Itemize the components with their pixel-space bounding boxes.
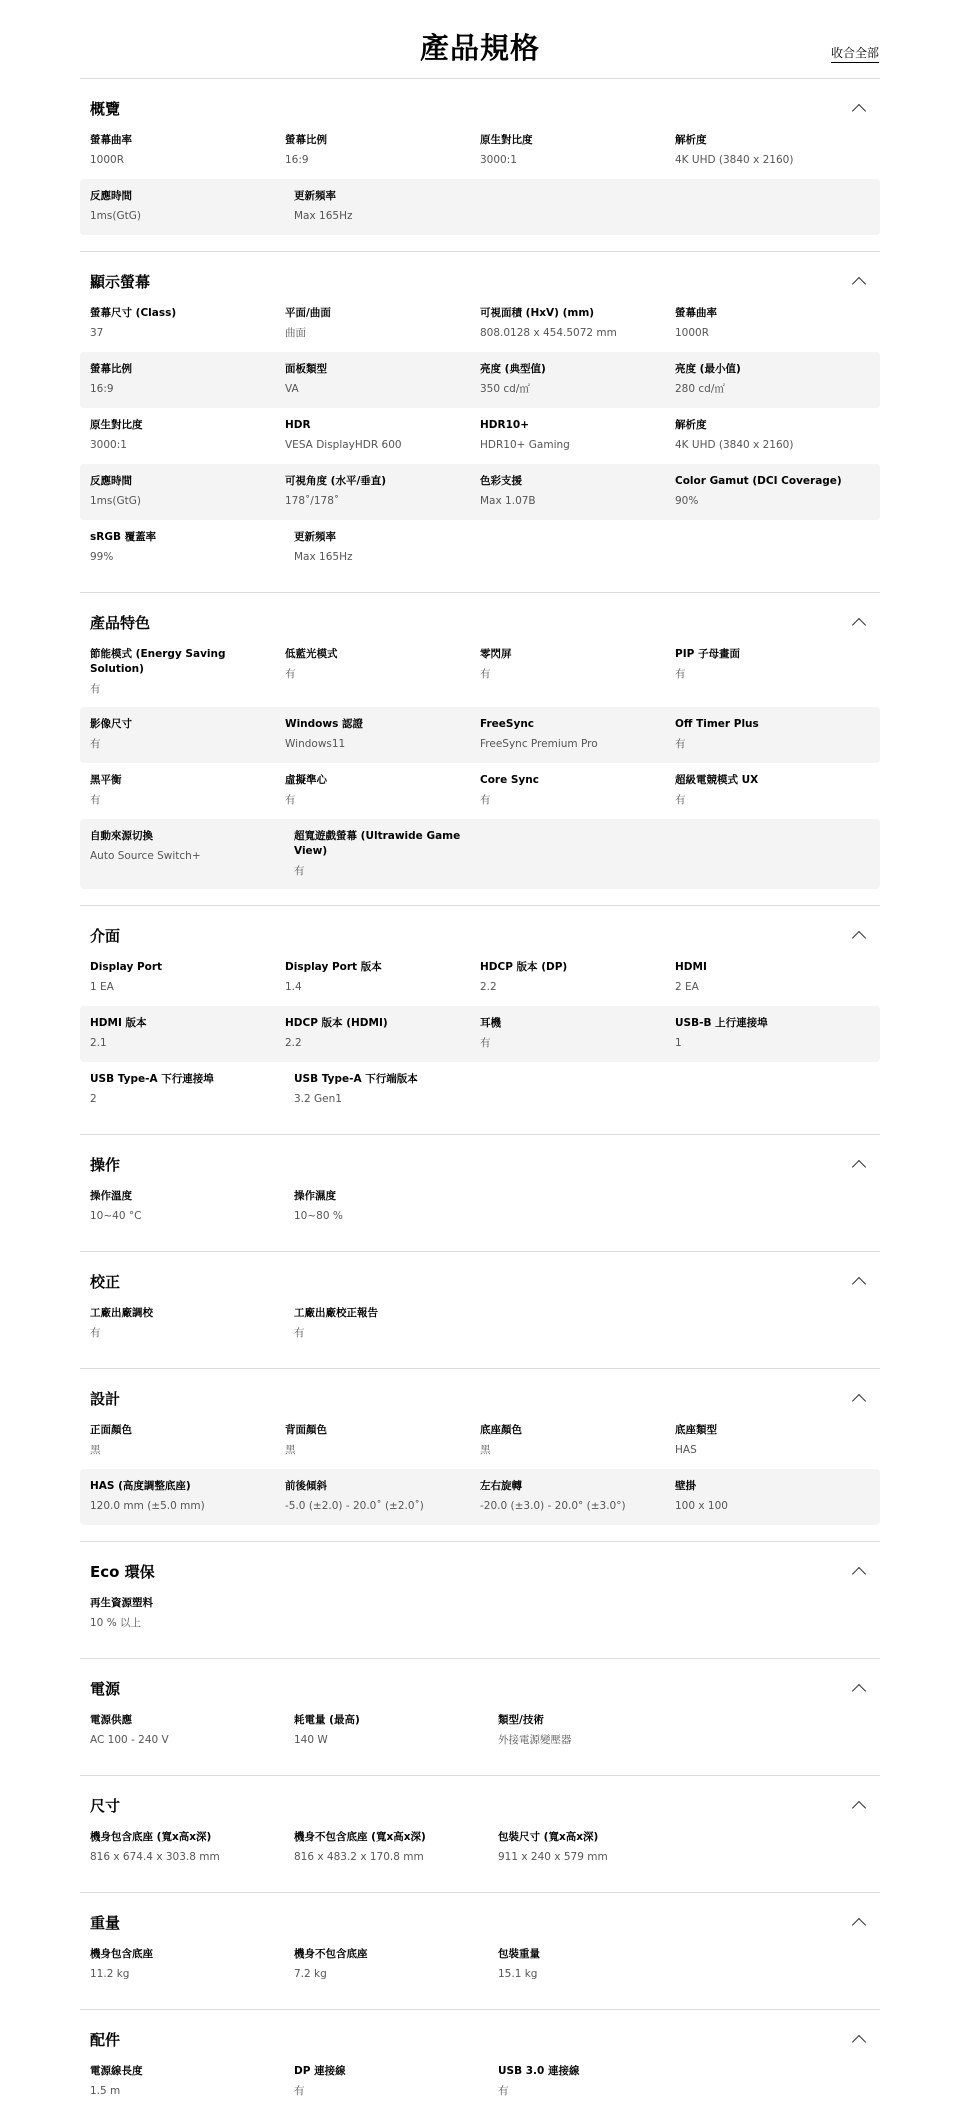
spec-item: [675, 362, 870, 398]
spec-item: [90, 362, 285, 398]
spec-value: -5.0 (±2.0) - 20.0˚ (±2.0˚): [285, 1500, 424, 1512]
spec-label: 螢幕曲率: [90, 134, 132, 146]
spec-label: 低藍光模式: [285, 648, 338, 660]
spec-item: [294, 1189, 498, 1225]
spec-value: 有: [480, 794, 491, 806]
spec-row: [80, 1469, 880, 1525]
spec-value: 10~80 %: [294, 1210, 343, 1222]
spec-row: [80, 1937, 880, 1993]
spec-row: [80, 707, 880, 763]
spec-section: [80, 78, 880, 251]
spec-value: Max 165Hz: [294, 551, 353, 563]
spec-item: [480, 773, 675, 809]
spec-label: USB Type-A 下行連接埠: [90, 1073, 214, 1085]
spec-label: USB-B 上行連接埠: [675, 1017, 768, 1029]
section-header[interactable]: [80, 2024, 880, 2054]
spec-item: [90, 1072, 294, 1108]
spec-value: 1000R: [675, 327, 710, 339]
spec-label: Display Port: [90, 961, 163, 973]
section-title: 操作: [90, 1155, 121, 1174]
spec-label: Display Port 版本: [285, 961, 382, 973]
spec-value: 911 x 240 x 579 mm: [498, 1851, 608, 1863]
spec-item: [480, 418, 675, 454]
spec-label: 反應時間: [90, 475, 132, 487]
spec-value: -20.0 (±3.0) - 20.0° (±3.0°): [480, 1500, 626, 1512]
spec-item: [480, 474, 675, 510]
spec-value: 有: [90, 738, 101, 750]
spec-item: [480, 133, 675, 169]
spec-item: [285, 306, 480, 342]
spec-item: [90, 1479, 285, 1515]
spec-item: [285, 647, 480, 697]
spec-label: 節能模式 (Energy Saving Solution): [90, 648, 226, 675]
spec-value: 15.1 kg: [498, 1968, 538, 1980]
spec-value: 1.5 m: [90, 2085, 121, 2097]
spec-label: 機身包含底座 (寬x高x深): [90, 1831, 212, 1843]
spec-item: [285, 960, 480, 996]
spec-item: [294, 530, 498, 566]
spec-label: 底座顏色: [480, 1424, 522, 1436]
spec-label: 底座類型: [675, 1424, 717, 1436]
spec-value: 10~40 °C: [90, 1210, 142, 1222]
spec-label: Off Timer Plus: [675, 718, 759, 730]
spec-item: [90, 1596, 294, 1632]
spec-value: 有: [675, 738, 686, 750]
spec-label: HDR: [285, 419, 311, 431]
spec-item: [480, 362, 675, 398]
spec-item: [90, 306, 285, 342]
spec-item: [675, 717, 870, 753]
spec-item: [498, 2064, 702, 2100]
spec-row: [80, 1703, 880, 1759]
spec-label: 影像尺寸: [90, 718, 132, 730]
spec-item: [675, 474, 870, 510]
spec-item: [480, 960, 675, 996]
spec-label: 超寬遊戲螢幕 (Ultrawide Game View): [294, 830, 461, 857]
spec-value: 1 EA: [90, 981, 114, 993]
spec-label: 耳機: [480, 1017, 501, 1029]
spec-value: 2.2: [480, 981, 497, 993]
spec-value: 1.4: [285, 981, 302, 993]
spec-value: 16:9: [90, 383, 114, 395]
spec-item: [285, 1423, 480, 1459]
spec-item: [285, 1479, 480, 1515]
spec-section: [80, 1368, 880, 1541]
spec-row: [80, 950, 880, 1006]
spec-label: 正面顏色: [90, 1424, 132, 1436]
spec-item: [90, 2064, 294, 2100]
spec-value: 350 cd/㎡: [480, 383, 530, 395]
chevron-up-icon[interactable]: [852, 1800, 866, 1814]
chevron-up-icon[interactable]: [852, 103, 866, 117]
spec-item: [480, 1016, 675, 1052]
spec-label: FreeSync: [480, 718, 535, 730]
section-title: 配件: [90, 2030, 121, 2049]
spec-section: [80, 1658, 880, 1775]
spec-item: [90, 829, 294, 879]
spec-item: [285, 1016, 480, 1052]
spec-item: [675, 773, 870, 809]
spec-value: AC 100 - 240 V: [90, 1734, 169, 1746]
spec-label: 原生對比度: [90, 419, 143, 431]
spec-row: [80, 1586, 880, 1642]
spec-item: [285, 362, 480, 398]
spec-label: 前後傾斜: [285, 1480, 327, 1492]
spec-value: 有: [294, 865, 305, 877]
spec-item: [294, 2064, 498, 2100]
spec-value: 有: [90, 683, 101, 695]
spec-section: [80, 1134, 880, 1251]
spec-value: 2.1: [90, 1037, 107, 1049]
spec-label: 平面/曲面: [285, 307, 331, 319]
spec-label: 機身不包含底座: [294, 1948, 368, 1960]
spec-value: 4K UHD (3840 x 2160): [675, 439, 794, 451]
page-title: 產品規格: [419, 31, 540, 65]
spec-label: 類型/技術: [498, 1714, 544, 1726]
spec-label: 螢幕比例: [90, 363, 132, 375]
spec-value: HAS: [675, 1444, 697, 1456]
spec-item: [294, 1713, 498, 1749]
spec-label: Color Gamut (DCI Coverage): [675, 475, 842, 487]
spec-value: 3000:1: [480, 154, 517, 166]
spec-label: HDMI: [675, 961, 707, 973]
spec-label: 可視面積 (HxV) (mm): [480, 307, 595, 319]
spec-row: [80, 179, 880, 235]
section-title: 尺寸: [90, 1796, 121, 1815]
spec-label: 原生對比度: [480, 134, 533, 146]
spec-item: [285, 133, 480, 169]
spec-item: [498, 1947, 702, 1983]
spec-value: 黑: [480, 1444, 491, 1456]
spec-value: 有: [285, 794, 296, 806]
spec-item: [675, 1016, 870, 1052]
spec-label: 面板類型: [285, 363, 327, 375]
spec-item: [90, 530, 294, 566]
spec-label: 操作溫度: [90, 1190, 132, 1202]
section-header[interactable]: [80, 607, 880, 637]
spec-row: [80, 763, 880, 819]
spec-label: 反應時間: [90, 190, 132, 202]
spec-item: [480, 306, 675, 342]
section-header[interactable]: [80, 1149, 880, 1179]
spec-value: 2 EA: [675, 981, 699, 993]
spec-row: [80, 1179, 880, 1235]
spec-label: 黑平衡: [90, 774, 122, 786]
spec-value: 3.2 Gen1: [294, 1093, 342, 1105]
spec-value: 808.0128 x 454.5072 mm: [480, 327, 617, 339]
spec-item: [285, 717, 480, 753]
section-title: 設計: [90, 1389, 121, 1408]
spec-label: 電源線長度: [90, 2065, 143, 2077]
spec-label: Windows 認證: [285, 718, 363, 730]
spec-value: 有: [90, 1327, 101, 1339]
section-title: 介面: [90, 926, 121, 945]
chevron-up-icon[interactable]: [852, 617, 866, 631]
spec-label: 壁掛: [675, 1480, 696, 1492]
spec-section: [80, 1775, 880, 1892]
spec-label: USB Type-A 下行端版本: [294, 1073, 418, 1085]
spec-section: [80, 1892, 880, 2009]
spec-item: [294, 1947, 498, 1983]
chevron-up-icon[interactable]: [852, 276, 866, 290]
spec-value: 10 % 以上: [90, 1617, 142, 1629]
spec-label: HDMI 版本: [90, 1017, 147, 1029]
spec-label: 機身不包含底座 (寬x高x深): [294, 1831, 426, 1843]
chevron-up-icon[interactable]: [852, 1917, 866, 1931]
spec-value: 有: [480, 1037, 491, 1049]
spec-item: [90, 1016, 285, 1052]
spec-item: [90, 773, 285, 809]
spec-section: [80, 2009, 880, 2126]
spec-value: 99%: [90, 551, 114, 563]
section-title: 顯示螢幕: [90, 272, 151, 291]
spec-row: [80, 1413, 880, 1469]
spec-label: 螢幕尺寸 (Class): [90, 307, 177, 319]
section-title: 概覽: [90, 99, 121, 118]
spec-item: [90, 1713, 294, 1749]
spec-item: [294, 189, 498, 225]
spec-label: 亮度 (最小值): [675, 363, 741, 375]
section-header[interactable]: [80, 1790, 880, 1820]
chevron-up-icon[interactable]: [852, 1393, 866, 1407]
spec-value: Max 165Hz: [294, 210, 353, 222]
spec-item: [90, 647, 285, 697]
spec-sections: [80, 78, 880, 2126]
spec-row: [80, 123, 880, 179]
spec-value: 有: [294, 1327, 305, 1339]
spec-row: [80, 1006, 880, 1062]
spec-label: 螢幕曲率: [675, 307, 717, 319]
spec-value: 2.2: [285, 1037, 302, 1049]
spec-label: 零閃屏: [480, 648, 512, 660]
spec-label: 自動來源切換: [90, 830, 153, 842]
spec-section: [80, 251, 880, 592]
spec-value: 178˚/178˚: [285, 495, 340, 507]
spec-item: [675, 647, 870, 697]
chevron-up-icon[interactable]: [852, 1566, 866, 1580]
spec-label: 虛擬準心: [285, 774, 327, 786]
spec-value: 2: [90, 1093, 97, 1105]
spec-value: VESA DisplayHDR 600: [285, 439, 402, 451]
spec-label: 亮度 (典型值): [480, 363, 546, 375]
spec-item: [90, 960, 285, 996]
spec-value: HDR10+ Gaming: [480, 439, 570, 451]
spec-section: [80, 1251, 880, 1368]
chevron-up-icon[interactable]: [852, 1276, 866, 1290]
spec-item: [90, 418, 285, 454]
spec-item: [480, 647, 675, 697]
spec-label: HDCP 版本 (HDMI): [285, 1017, 388, 1029]
spec-label: 螢幕比例: [285, 134, 327, 146]
spec-row: [80, 352, 880, 408]
spec-item: [90, 717, 285, 753]
spec-row: [80, 819, 880, 889]
spec-value: 1: [675, 1037, 682, 1049]
spec-label: 解析度: [675, 419, 707, 431]
chevron-up-icon[interactable]: [852, 930, 866, 944]
spec-item: [294, 1830, 498, 1866]
collapse-all-link[interactable]: 收合全部: [831, 44, 879, 63]
spec-item: [480, 1423, 675, 1459]
spec-label: 更新頻率: [294, 531, 336, 543]
spec-label: 解析度: [675, 134, 707, 146]
chevron-up-icon[interactable]: [852, 1159, 866, 1173]
spec-row: [80, 296, 880, 352]
spec-value: 外接電源變壓器: [498, 1734, 572, 1746]
spec-value: 曲面: [285, 327, 306, 339]
spec-row: [80, 408, 880, 464]
spec-label: 左右旋轉: [480, 1480, 522, 1492]
section-title: Eco 環保: [90, 1562, 155, 1581]
section-title: 重量: [90, 1913, 121, 1932]
section-header[interactable]: [80, 1907, 880, 1937]
section-header[interactable]: [80, 1383, 880, 1413]
spec-label: 耗電量 (最高): [294, 1714, 360, 1726]
spec-row: [80, 520, 880, 576]
spec-value: 120.0 mm (±5.0 mm): [90, 1500, 205, 1512]
spec-value: 3000:1: [90, 439, 127, 451]
spec-value: 816 x 674.4 x 303.8 mm: [90, 1851, 220, 1863]
spec-value: 816 x 483.2 x 170.8 mm: [294, 1851, 424, 1863]
spec-value: 16:9: [285, 154, 309, 166]
spec-item: [675, 418, 870, 454]
spec-row: [80, 1820, 880, 1876]
spec-value: 90%: [675, 495, 699, 507]
section-title: 電源: [90, 1679, 121, 1698]
spec-item: [498, 1830, 702, 1866]
spec-value: 有: [294, 2085, 305, 2097]
spec-value: 4K UHD (3840 x 2160): [675, 154, 794, 166]
spec-value: Max 1.07B: [480, 495, 536, 507]
spec-value: VA: [285, 383, 299, 395]
spec-value: 100 x 100: [675, 1500, 728, 1512]
spec-item: [285, 773, 480, 809]
chevron-up-icon[interactable]: [852, 1683, 866, 1697]
spec-label: 包裝尺寸 (寬x高x深): [498, 1831, 599, 1843]
spec-label: HDR10+: [480, 419, 529, 431]
spec-item: [90, 1947, 294, 1983]
spec-item: [294, 1306, 498, 1342]
spec-item: [90, 1830, 294, 1866]
spec-item: [675, 133, 870, 169]
spec-row: [80, 1062, 880, 1118]
spec-label: HAS (高度調整底座): [90, 1480, 191, 1492]
spec-item: [90, 189, 294, 225]
spec-label: 包裝重量: [498, 1948, 540, 1960]
spec-item: [90, 474, 285, 510]
spec-section: [80, 1541, 880, 1658]
spec-label: 工廠出廠調校: [90, 1307, 153, 1319]
spec-value: 1000R: [90, 154, 125, 166]
spec-label: Core Sync: [480, 774, 539, 786]
spec-label: USB 3.0 連接線: [498, 2065, 580, 2077]
spec-value: 1ms(GtG): [90, 495, 141, 507]
spec-item: [675, 960, 870, 996]
spec-item: [480, 1479, 675, 1515]
spec-value: Auto Source Switch+: [90, 850, 201, 862]
spec-value: 140 W: [294, 1734, 328, 1746]
spec-item: [675, 1479, 870, 1515]
section-header[interactable]: [80, 1266, 880, 1296]
spec-label: HDCP 版本 (DP): [480, 961, 568, 973]
spec-value: 有: [480, 668, 491, 680]
spec-value: 有: [90, 794, 101, 806]
spec-label: 操作濕度: [294, 1190, 336, 1202]
spec-value: 有: [675, 668, 686, 680]
spec-section: [80, 592, 880, 905]
spec-label: 可視角度 (水平/垂直): [285, 475, 387, 487]
spec-item: [675, 1423, 870, 1459]
spec-row: [80, 1296, 880, 1352]
section-header[interactable]: [80, 93, 880, 123]
spec-item: [90, 133, 285, 169]
spec-value: Windows11: [285, 738, 346, 750]
spec-item: [675, 306, 870, 342]
spec-label: 超級電競模式 UX: [675, 774, 759, 786]
spec-item: [294, 1072, 498, 1108]
chevron-up-icon[interactable]: [852, 2034, 866, 2048]
section-title: 產品特色: [90, 613, 151, 632]
section-header[interactable]: [80, 1556, 880, 1586]
spec-value: 有: [285, 668, 296, 680]
section-title: 校正: [90, 1272, 121, 1291]
spec-row: [80, 464, 880, 520]
spec-item: [90, 1189, 294, 1225]
spec-label: 色彩支援: [480, 475, 522, 487]
section-header[interactable]: [80, 1673, 880, 1703]
spec-row: [80, 637, 880, 707]
spec-value: 280 cd/㎡: [675, 383, 725, 395]
spec-value: 37: [90, 327, 104, 339]
spec-label: 再生資源塑料: [90, 1597, 153, 1609]
spec-item: [294, 829, 498, 879]
spec-value: 黑: [90, 1444, 101, 1456]
spec-label: 更新頻率: [294, 190, 336, 202]
section-header[interactable]: [80, 920, 880, 950]
spec-item: [90, 1423, 285, 1459]
spec-section: [80, 905, 880, 1134]
spec-label: 背面顏色: [285, 1424, 327, 1436]
spec-item: [480, 717, 675, 753]
spec-value: 11.2 kg: [90, 1968, 130, 1980]
spec-value: 有: [675, 794, 686, 806]
spec-item: [285, 474, 480, 510]
spec-label: PIP 子母畫面: [675, 648, 740, 660]
spec-item: [498, 1713, 702, 1749]
section-header[interactable]: [80, 266, 880, 296]
spec-value: 1ms(GtG): [90, 210, 141, 222]
spec-label: 電源供應: [90, 1714, 132, 1726]
spec-label: 工廠出廠校正報告: [294, 1307, 378, 1319]
spec-label: 機身包含底座: [90, 1948, 153, 1960]
spec-value: 黑: [285, 1444, 296, 1456]
spec-value: 7.2 kg: [294, 1968, 327, 1980]
spec-label: DP 連接線: [294, 2065, 346, 2077]
spec-row: [80, 2054, 880, 2110]
spec-value: FreeSync Premium Pro: [480, 738, 598, 750]
spec-value: 有: [498, 2085, 509, 2097]
spec-item: [285, 418, 480, 454]
spec-label: sRGB 覆蓋率: [90, 531, 157, 543]
spec-item: [90, 1306, 294, 1342]
